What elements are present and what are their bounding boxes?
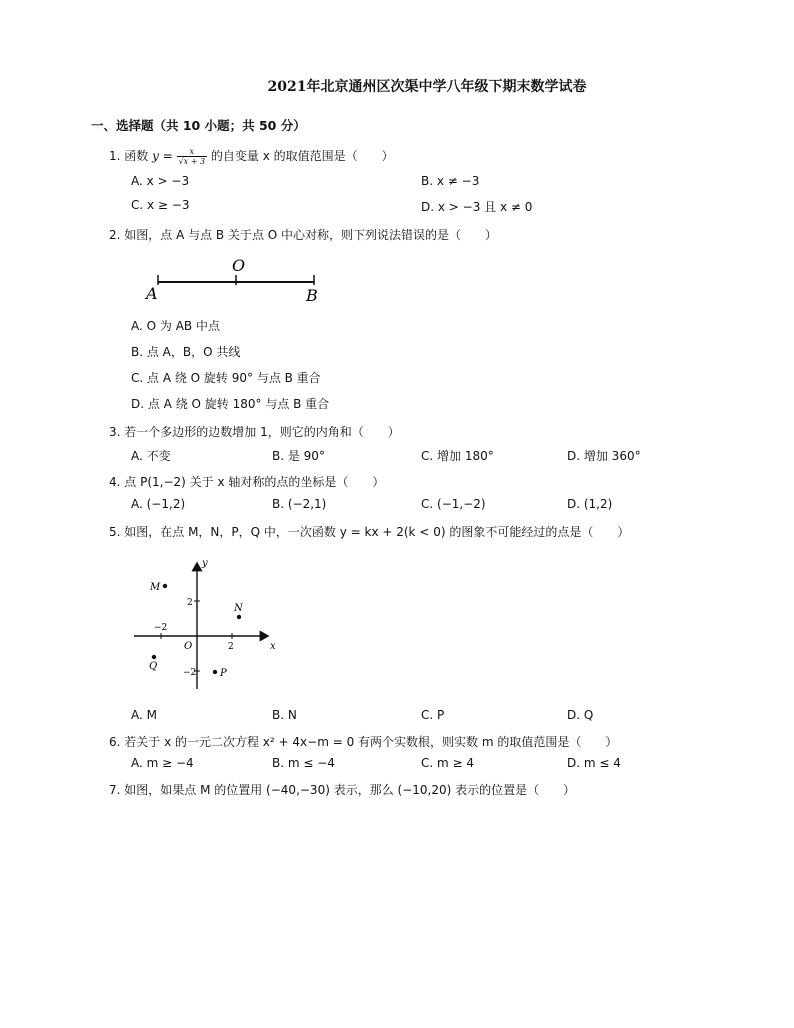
- q4-option-c[interactable]: C. (−1,−2): [421, 497, 486, 511]
- q3-option-c[interactable]: C. 增加 180°: [421, 449, 494, 463]
- q1-fraction-denominator: √x + 3: [178, 157, 206, 166]
- section-heading: 一、选择题（共 10 小题；共 50 分）: [91, 118, 306, 133]
- label-y: y: [202, 558, 208, 569]
- question-4-stem: 4. 点 P(1,−2) 关于 x 轴对称的点的坐标是（ ）: [109, 475, 385, 489]
- label-b: B: [306, 286, 318, 305]
- question-2-stem: 2. 如图，点 A 与点 B 关于点 O 中心对称，则下列说法错误的是（ ）: [109, 228, 498, 242]
- q5-option-a[interactable]: A. M: [131, 708, 157, 722]
- label-n: N: [234, 603, 243, 614]
- label-x-neg2: −2: [154, 623, 168, 633]
- q1-option-b[interactable]: B. x ≠ −3: [421, 174, 480, 188]
- label-o: O: [232, 256, 246, 275]
- q5-option-d[interactable]: D. Q: [567, 708, 594, 722]
- question-1-stem: [109, 147, 394, 166]
- page-title: 2021年北京通州区次渠中学八年级下期末数学试卷: [267, 79, 587, 95]
- q4-option-b[interactable]: B. (−2,1): [272, 497, 327, 511]
- q6-option-b[interactable]: B. m ≤ −4: [272, 756, 335, 770]
- point-m: [163, 584, 167, 588]
- label-x: x: [270, 641, 276, 652]
- q5-option-c[interactable]: C. P: [421, 708, 445, 722]
- label-p: P: [220, 668, 227, 679]
- q1-lhs: y =: [152, 149, 177, 163]
- label-m: M: [150, 582, 161, 593]
- label-a: A: [146, 284, 158, 303]
- q3-option-d[interactable]: D. 增加 360°: [567, 449, 641, 463]
- q4-option-a[interactable]: A. (−1,2): [131, 497, 186, 511]
- q2-option-d[interactable]: D. 点 A 绕 O 旋转 180° 与点 B 重合: [131, 397, 330, 411]
- q3-option-b[interactable]: B. 是 90°: [272, 449, 325, 463]
- q4-option-d[interactable]: D. (1,2): [567, 497, 613, 511]
- q1-option-a[interactable]: A. x > −3: [131, 174, 190, 188]
- q5-option-b[interactable]: B. N: [272, 708, 297, 722]
- q2-segment-figure: [140, 255, 340, 305]
- q1-option-d[interactable]: D. x > −3 且 x ≠ 0: [421, 200, 533, 214]
- question-6-stem: 6. 若关于 x 的一元二次方程 x² + 4x−m = 0 有两个实数根，则实数 m 的取值范围是（ ）: [109, 735, 618, 749]
- point-p: [213, 670, 217, 674]
- q3-option-a[interactable]: A. 不变: [131, 449, 171, 463]
- q6-option-d[interactable]: D. m ≤ 4: [567, 756, 621, 770]
- q6-option-a[interactable]: A. m ≥ −4: [131, 756, 194, 770]
- label-origin: O: [184, 641, 193, 652]
- q1-suffix: 的自变量 x 的取值范围是（ ）: [207, 149, 394, 163]
- q2-option-b[interactable]: B. 点 A，B，O 共线: [131, 345, 241, 359]
- question-7-stem: 7. 如图，如果点 M 的位置用 (−40,−30) 表示，那么 (−10,20) 表示的位置是（ ）: [109, 783, 576, 797]
- point-q: [152, 655, 156, 659]
- q1-prefix: 1. 函数: [109, 149, 153, 163]
- q1-option-c[interactable]: C. x ≥ −3: [131, 198, 190, 212]
- question-3-stem: 3. 若一个多边形的边数增加 1，则它的内角和（ ）: [109, 425, 400, 439]
- q6-option-c[interactable]: C. m ≥ 4: [421, 756, 475, 770]
- q1-fraction: [177, 147, 208, 166]
- q1-fraction-numerator: x: [177, 147, 208, 157]
- point-n: [237, 615, 241, 619]
- q5-coordinate-figure: [130, 555, 280, 695]
- q2-option-c[interactable]: C. 点 A 绕 O 旋转 90° 与点 B 重合: [131, 371, 321, 385]
- label-q: Q: [149, 661, 158, 672]
- label-y-neg2: −2: [183, 668, 197, 678]
- label-y-2: 2: [187, 598, 193, 608]
- label-x-2: 2: [228, 642, 234, 652]
- question-5-stem: 5. 如图，在点 M，N，P，Q 中，一次函数 y = kx + 2(k < 0) 的图象不可能经过的点是（ ）: [109, 525, 630, 539]
- q2-option-a[interactable]: A. O 为 AB 中点: [131, 319, 220, 333]
